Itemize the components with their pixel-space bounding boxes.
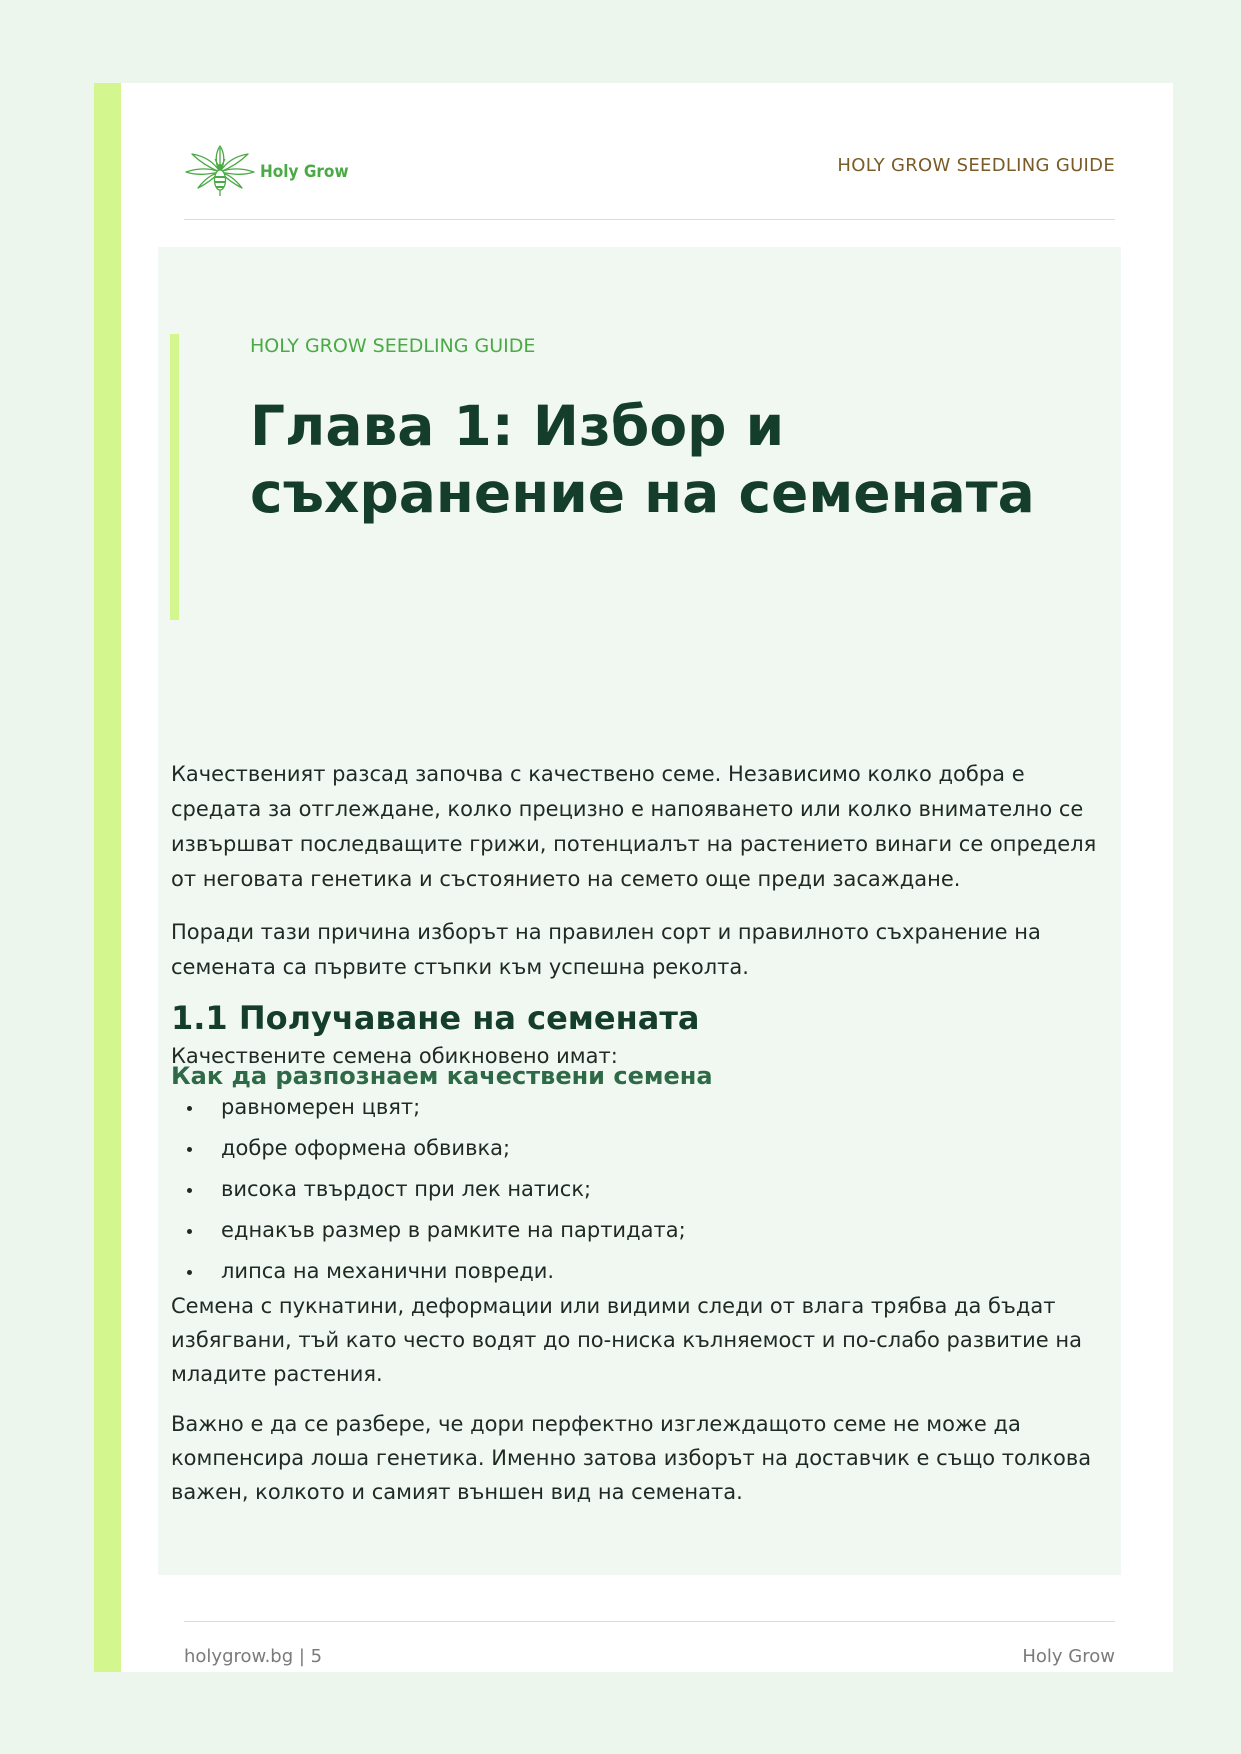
- page-footer: [184, 1621, 1115, 1672]
- footer-brand: Holy Grow: [1022, 1646, 1115, 1667]
- bullet-dot: [187, 1229, 192, 1234]
- section-paragraph-1: Семена с пукнатини, деформации или видими следи от влага трябва да бъдат избягвани, тъй като често водят до по-ниска кълняемост и по-слабо развитие на младите растения.: [171, 1294, 1082, 1386]
- hero-accent-bar: [170, 334, 179, 620]
- section-paragraph-2: Важно е да се разбере, че дори перфектно изглеждащото семе не може да компенсира лоша генетика. Именно затова изборът на доставчик е също толкова важен, колкото и самият външен вид на семената.: [171, 1412, 1092, 1504]
- document-page: [94, 83, 1173, 1672]
- bullet-dot: [187, 1147, 192, 1152]
- list-item: липса на механични повреди.: [171, 1251, 686, 1292]
- section-lead: Качествените семена обикновено имат:: [171, 1044, 618, 1068]
- bullet-dot: [187, 1188, 192, 1193]
- intro-paragraph-2: Поради тази причина изборът на правилен сорт и правилното съхранение на семената са първите стъпки към успешна реколта.: [171, 920, 1041, 979]
- bullet-dot: [187, 1106, 192, 1111]
- logo-wordmark: Holy Grow: [260, 162, 349, 182]
- chapter-title: Глава 1: Избор и съхранение на семената: [250, 394, 1035, 525]
- left-accent-bar: [94, 83, 121, 1672]
- list-item: еднакъв размер в рамките на партидата;: [171, 1210, 686, 1251]
- content-panel: [158, 247, 1121, 1575]
- list-item: добре оформена обвивка;: [171, 1128, 686, 1169]
- brand-logo: [184, 141, 349, 203]
- bullet-dot: [187, 1270, 192, 1275]
- intro-paragraph-1: Качественият разсад започва с качествено семе. Независимо колко добра е средата за отглеждане, колко прецизно е напояването или колко внимателно се извършват последващите грижи, потенциалът на растението винаги се определя от неговата генетика и състоянието на семето още преди засаждане.: [171, 762, 1097, 891]
- list-item: равномерен цвят;: [171, 1087, 686, 1128]
- section-subheading: Как да разпознаем качествени семена: [171, 1062, 713, 1090]
- list-item: висока твърдост при лек натиск;: [171, 1169, 686, 1210]
- hemp-leaf-bee-icon: [184, 142, 256, 202]
- hero-kicker: HOLY GROW SEEDLING GUIDE: [250, 335, 536, 357]
- page-header: [184, 135, 1115, 220]
- header-guide-title: HOLY GROW SEEDLING GUIDE: [837, 155, 1115, 176]
- quality-seed-list: [171, 1087, 686, 1292]
- footer-site-page: holygrow.bg | 5: [184, 1646, 323, 1667]
- section-heading: 1.1 Получаване на семената: [171, 999, 700, 1037]
